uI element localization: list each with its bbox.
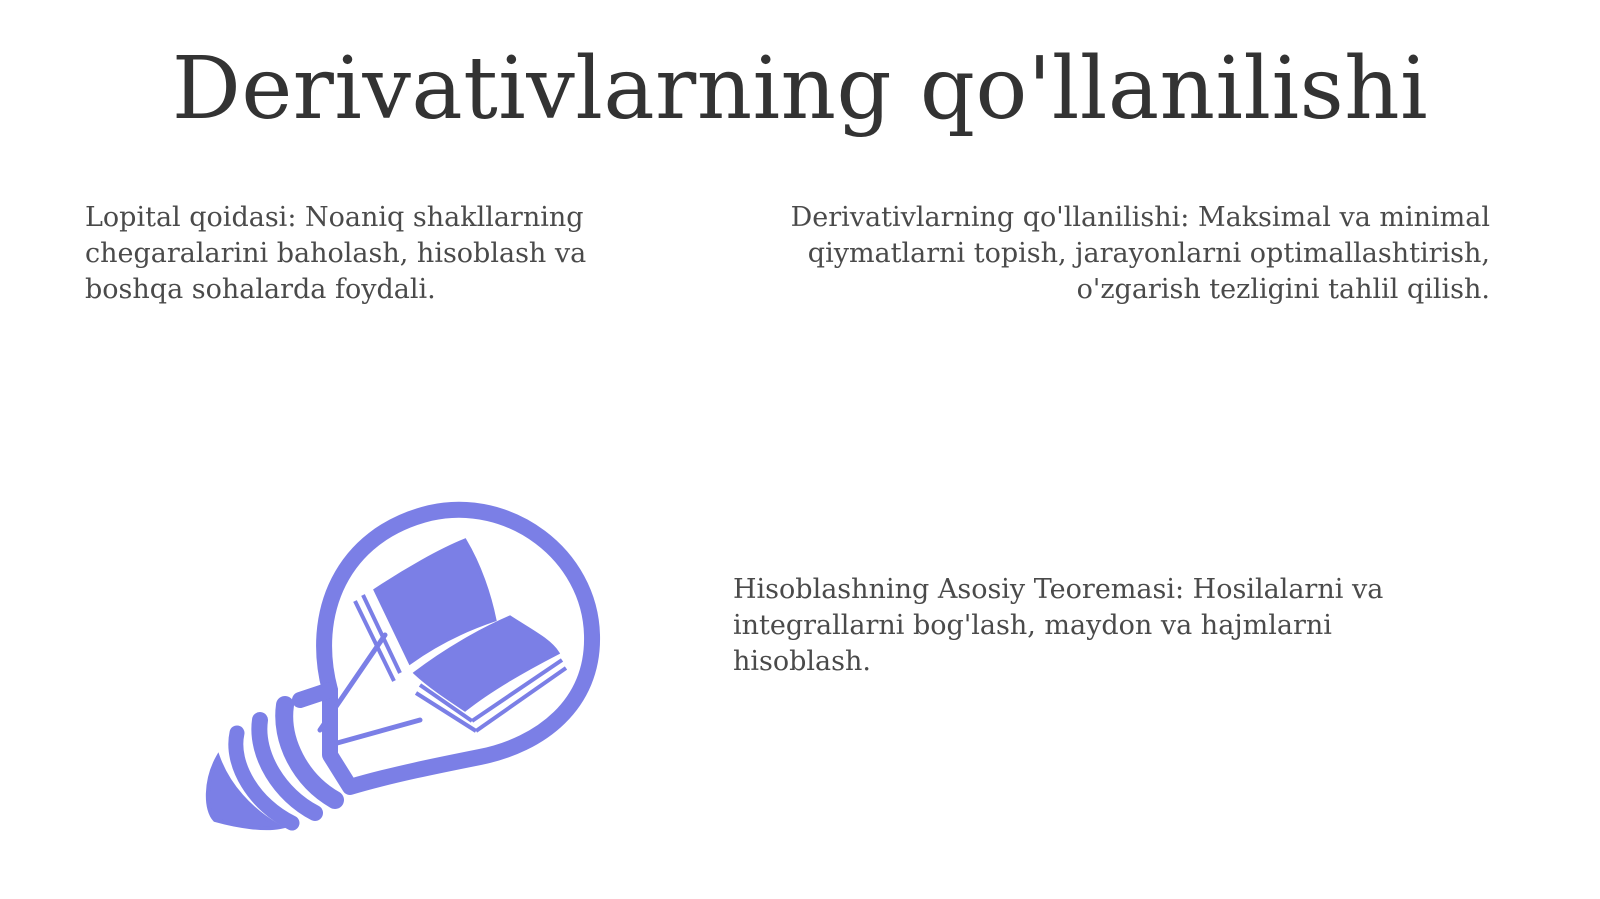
- paragraph-fundamental-theorem: Hisoblashning Asosiy Teoremasi: Hosilalarni va integrallarni bog'lash, maydon va hajmlarni hisoblash.: [733, 574, 1384, 677]
- lightbulb-with-book-icon: [180, 495, 640, 855]
- slide-title: Derivativlarning qo'llanilishi: [171, 39, 1429, 139]
- paragraph-derivative-applications: Derivativlarning qo'llanilishi: Maksimal va minimal qiymatlarni topish, jarayonlarni optimallashtirish, o'zgarish tezligini tahlil qilish.: [790, 202, 1490, 305]
- paragraph-lopital-rule: Lopital qoidasi: Noaniq shakllarning chegaralarini baholash, hisoblash va boshqa sohalarda foydali.: [85, 202, 587, 305]
